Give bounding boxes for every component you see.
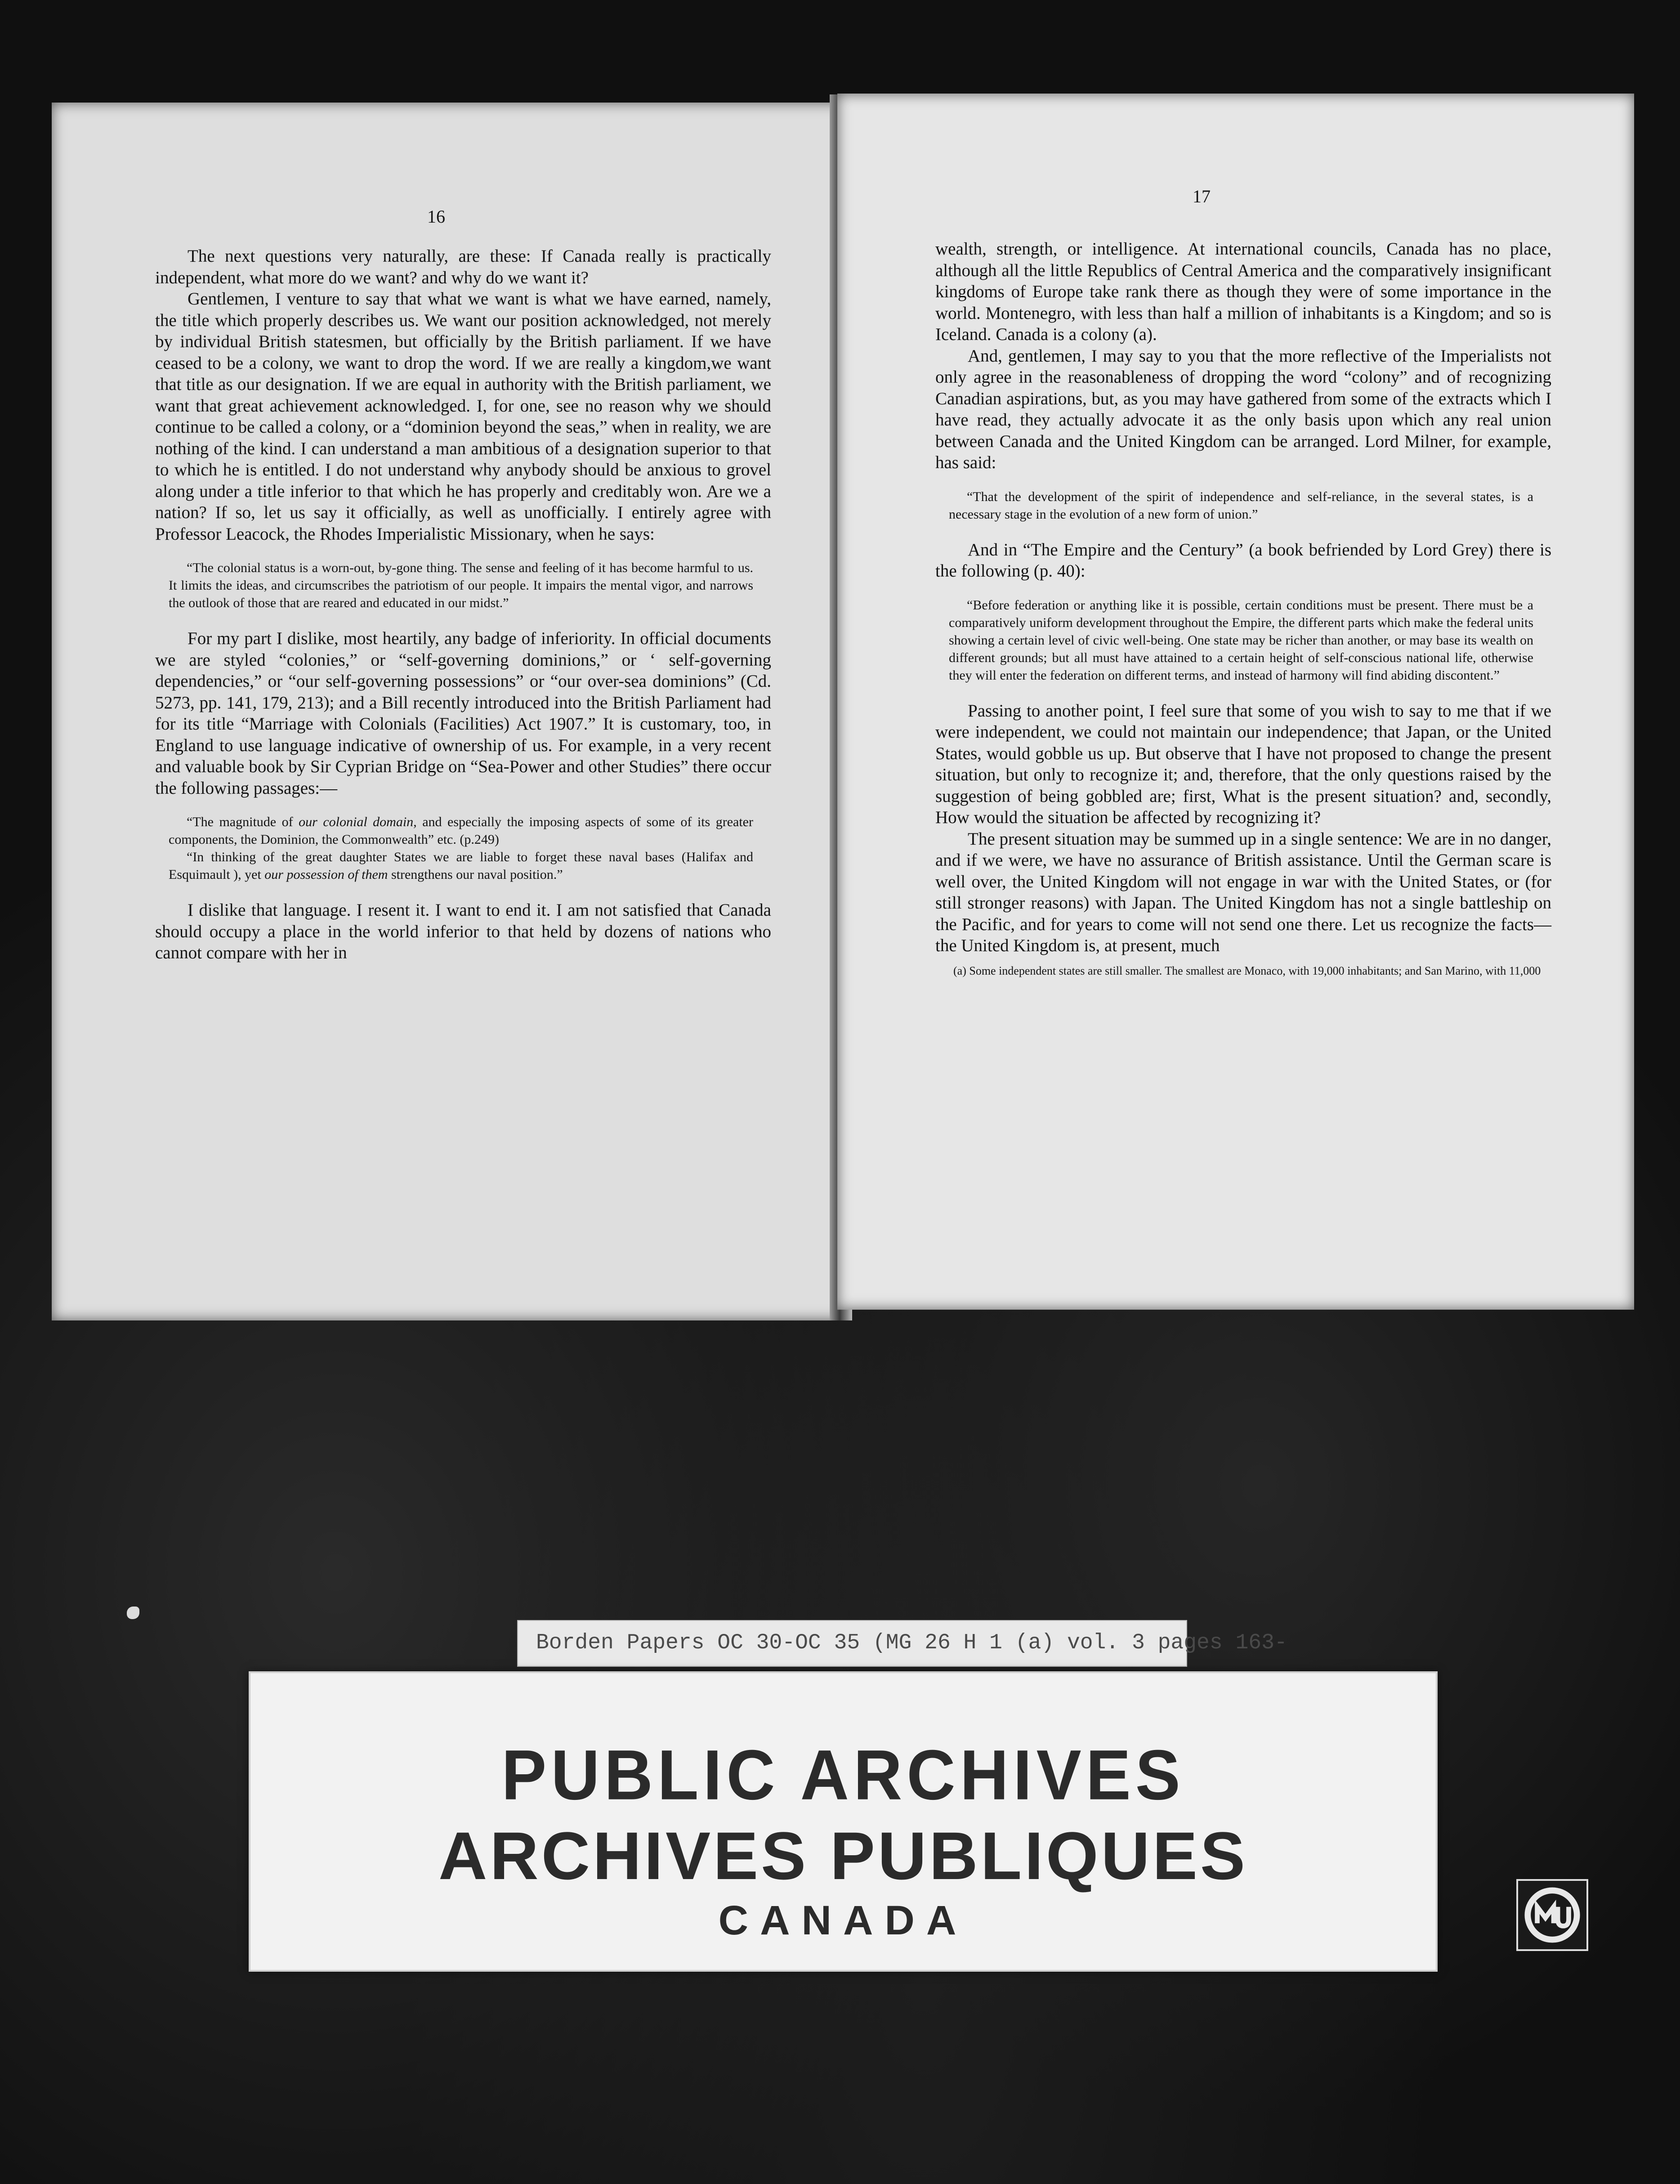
- paragraph: And in “The Empire and the Century” (a book befriended by Lord Grey) there is the following (p. 40):: [935, 540, 1551, 581]
- block-quote: [949, 596, 1533, 684]
- quote-text: “In thinking of the great daughter States we are liable to forget these naval bases (Halifax and Esquimault ), yet our possession of them strengthens our naval position.”: [169, 850, 753, 882]
- paragraph: I dislike that language. I resent it. I want to end it. I am not satisfied that Canada should occupy a place in the world inferior to that held by dozens of nations who cannot compare with her in: [155, 900, 771, 962]
- page-number: 16: [427, 206, 445, 227]
- right-text-column: [935, 238, 1551, 978]
- paragraph: And, gentlemen, I may say to you that the more reflective of the Imperialists not only agree in the reasonableness of dropping the word “colony” and of recognizing Canadian aspirations, but, as you may have gathered from some of the extracts which I have read, they actually advocate it as the only basis upon which any real union between Canada and the United Kingdom can be arranged. Lord Milner, for example, has said:: [935, 346, 1551, 472]
- block-quote: [169, 559, 753, 612]
- paragraph: wealth, strength, or intelligence. At international councils, Canada has no place, although all the little Republics of Central America and the comparatively insignificant kingdoms of Europe take rank there as though they were of some importance in the world. Montenegro, with less than half a million of inhabitants is a Kingdom; and so is Iceland. Canada is a colony (a).: [935, 239, 1551, 344]
- left-page: [52, 103, 849, 1320]
- block-quote: [949, 488, 1533, 523]
- right-page: [837, 94, 1634, 1310]
- quote-text: “Before federation or anything like it is possible, certain conditions must be present. There must be a comparatively uniform development throughout the Empire, the different parts which make the federal units showing a certain level of civic well-being. One state may be richer than another, or may base its wealth on different grounds; but all must have attained to a certain height of self-conscious national life, otherwise they will enter the federation on different terms, and instead of harmony will find abiding discontent.”: [949, 597, 1533, 683]
- archives-line-french: ARCHIVES PUBLIQUES: [438, 1818, 1248, 1893]
- microfilm-logo-icon: [1516, 1879, 1588, 1951]
- paragraph: For my part I dislike, most heartily, any badge of inferiority. In official documents we are styled “colonies,” or “self-governing dominions,” or ‘ self-governing dependencies,” or “our self-governing possessions” or “our over-sea dominions” (Cd. 5273, pp. 141, 179, 213); and a Bill recently introduced into the British Parliament had for its title “Marriage with Colonials (Facilities) Act 1907.” It is customary, too, in England to use language indicative of ownership of us. For example, in a very recent and valuable book by Sir Cyprian Bridge on “Sea-Power and other Studies” there occur the following passages:—: [155, 629, 771, 798]
- left-text-column: [155, 246, 771, 964]
- archives-card: [249, 1671, 1438, 1972]
- page-number: 17: [1193, 186, 1211, 206]
- quote-text: “That the development of the spirit of independence and self-reliance, in the several states, is a necessary stage in the evolution of a new form of union.”: [949, 489, 1533, 522]
- archives-line-country: CANADA: [718, 1898, 968, 1943]
- paragraph: Passing to another point, I feel sure that some of you wish to say to me that if we were independent, we could not maintain our independence; that Japan, or the United States, would gobble us up. But observe that I have not proposed to change the present situation, but only to recognize it; and, therefore, that the only questions raised by the suggestion of being gobbled are; first, What is the present situation? and, secondly, How would the situation be affected by recognizing it?: [935, 701, 1551, 827]
- reference-label: Borden Papers OC 30-OC 35 (MG 26 H 1 (a) vol. 3 pages 163-: [517, 1620, 1187, 1667]
- quote-text: “The colonial status is a worn-out, by-gone thing. The sense and feeling of it has become harmful to us. It limits the ideas, and circumscribes the patriotism of our people. It impairs the mental vigor, and narrows the outlook of those that are reared and educated in our midst.”: [169, 560, 753, 610]
- paragraph: The next questions very naturally, are these: If Canada really is practically independent, what more do we want? and why do we want it?: [155, 246, 771, 287]
- paragraph: The present situation may be summed up in a single sentence: We are in no danger, and if we were, we have no assurance of British assistance. Until the German scare is well over, the United Kingdom will not engage in war with the United States, or (for still stronger reasons) with Japan. The United Kingdom has not a single battleship on the Pacific, and for years to come will not send one there. Let us recognize the facts—the United Kingdom is, at present, much: [935, 829, 1551, 955]
- quote-text: “The magnitude of our colonial domain, and especially the imposing aspects of some of its greater components, the Dominion, the Commonwealth” etc. (p.249): [169, 815, 753, 847]
- block-quote: [169, 813, 753, 883]
- footnote: (a) Some independent states are still smaller. The smallest are Monaco, with 19,000 inhabitants; and San Marino, with 11,000: [953, 964, 1541, 977]
- archives-line-english: PUBLIC ARCHIVES: [501, 1735, 1185, 1815]
- paragraph: Gentlemen, I venture to say that what we want is what we have earned, namely, the title which properly describes us. We want our position acknowledged, not merely by individual British statesmen, but officially by the British parliament. If we have ceased to be a colony, we want to drop the word. If we are really a kingdom,we want that title as our designation. If we are equal in authority with the British parliament, we want that great achievement acknowledged. I, for one, see no reason why we should continue to be called a colony, or a “dominion beyond the seas,” when in reality, we are nothing of the kind. I can understand a man ambitious of a designation superior to that to which he is entitled. I do not understand why anybody should be anxious to grovel along under a title inferior to that which he has properly and creditably won. Are we a nation? If so, let us say it officially, as well as unofficially. I entirely agree with Professor Leacock, the Rhodes Imperialistic Missionary, when he says:: [155, 289, 771, 544]
- film-speck: [127, 1607, 139, 1619]
